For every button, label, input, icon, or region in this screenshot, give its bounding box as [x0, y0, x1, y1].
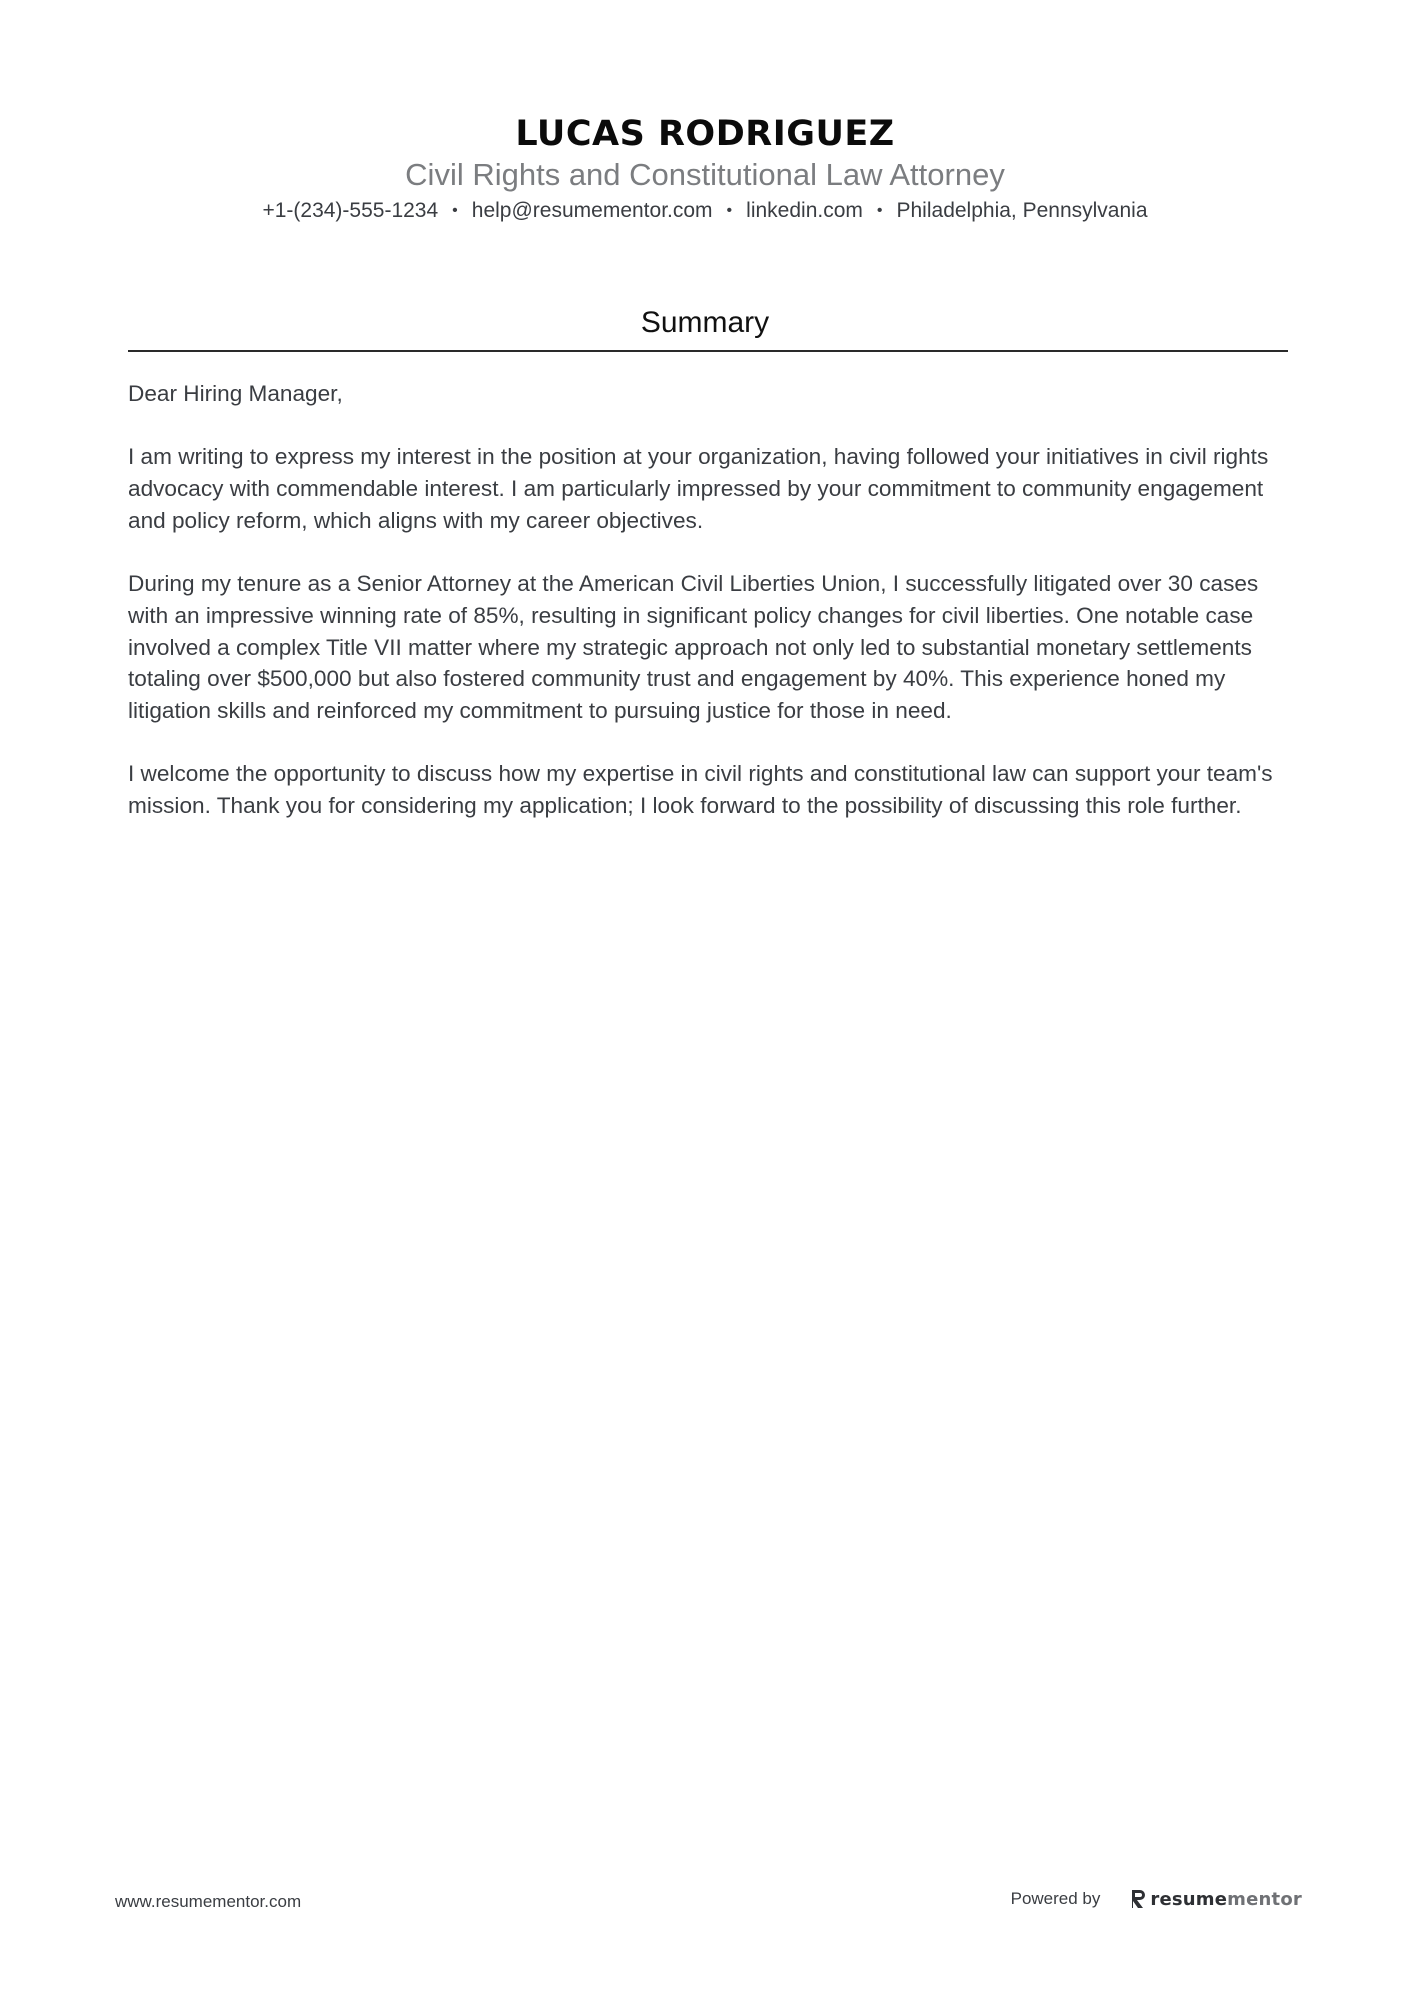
- letter-paragraph: During my tenure as a Senior Attorney at the American Civil Liberties Union, I successfully litigated over 30 cases with an impressive winning rate of 85%, resulting in significant policy changes for civil liberties. One notable case involved a complex Title VII matter where my strategic approach not only led to substantial monetary settlements totaling over $500,000 but also fostered community trust and engagement by 40%. This experience honed my litigation skills and reinforced my commitment to pursuing justice for those in need.: [128, 571, 1259, 723]
- contact-linkedin[interactable]: linkedin.com: [746, 199, 863, 222]
- resumementor-logo-icon: [1130, 1888, 1146, 1910]
- section-divider: [128, 350, 1288, 352]
- contact-separator: •: [876, 202, 883, 219]
- candidate-name: LUCAS RODRIGUEZ: [515, 114, 895, 154]
- contact-separator: •: [726, 202, 733, 219]
- letter-greeting: Dear Hiring Manager,: [128, 381, 343, 406]
- letter-paragraph: I am writing to express my interest in the position at your organization, having followed your initiatives in civil rights advocacy with commendable interest. I am particularly impressed by your commitment to community engagement and policy reform, which aligns with my career objectives.: [128, 444, 1269, 533]
- footer-website-link[interactable]: www.resumementor.com: [115, 1892, 302, 1911]
- contact-phone: +1-(234)-555-1234: [262, 199, 439, 222]
- brand-name: [1150, 1889, 1302, 1910]
- footer-branding: [1011, 1888, 1302, 1910]
- contact-separator: •: [452, 202, 458, 219]
- contact-email[interactable]: help@resumementor.com: [471, 199, 713, 222]
- job-title: Civil Rights and Constitutional Law Attorney: [405, 157, 1005, 192]
- brand-name-light: mentor: [1227, 1888, 1302, 1910]
- brand-link[interactable]: [1130, 1888, 1302, 1910]
- section-title-summary: Summary: [640, 306, 770, 339]
- letter-paragraph: I welcome the opportunity to discuss how my expertise in civil rights and constitutional law can support your team's mission. Thank you for considering my application; I look forward to the possibility of discussing this role further.: [128, 761, 1273, 819]
- powered-by-label: Powered by: [1010, 1889, 1101, 1908]
- brand-name-bold: resume: [1150, 1888, 1228, 1910]
- letter-body: [128, 378, 1292, 853]
- header: [0, 112, 1410, 226]
- contact-line: [0, 196, 1410, 226]
- contact-location: Philadelphia, Pennsylvania: [896, 199, 1148, 222]
